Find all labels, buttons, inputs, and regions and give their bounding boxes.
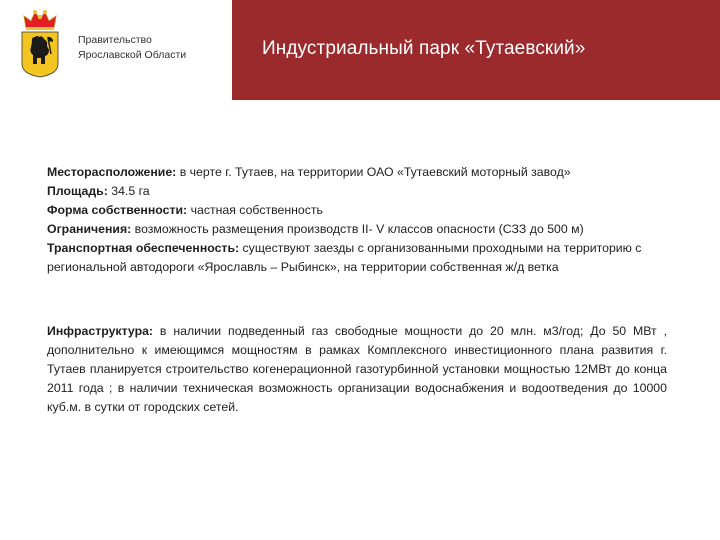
details-block: [47, 163, 687, 277]
org-line-1: Правительство: [78, 34, 152, 46]
org-line-2: Ярославской Области: [78, 49, 187, 61]
infrastructure-value: в наличии подведенный газ свободные мощности до 20 млн. м3/год; До 50 МВт , дополнительно к имеющимся мощностям в рамках Комплексного инвестиционного плана развития г. Тутаев планируется строительство когенерационной газотурбинной установки мощностью 12МВт до конца 2011 года ; в наличии техническая возможность организации водоснабжения и водоотведения до 10000 куб.м. в сутки от городских сетей.: [47, 324, 667, 414]
transport-value: существуют заезды с организованными проходными на территорию с региональной автодороги «Ярославль – Рыбинск», на территории собственная ж/д ветка: [47, 241, 642, 274]
restrictions-value: возможность размещения производств II- V классов опасности (СЗЗ до 500 м): [131, 222, 584, 236]
page-title: Индустриальный парк «Тутаевский»: [262, 38, 586, 59]
government-label: [78, 33, 186, 63]
infrastructure-paragraph: [47, 322, 667, 417]
ownership-label: Форма собственности:: [47, 203, 188, 217]
transport-line: [47, 239, 687, 277]
infrastructure-label: Инфраструктура:: [47, 324, 154, 338]
transport-label: Транспортная обеспеченность:: [47, 241, 240, 255]
area-value: 34.5 га: [107, 184, 150, 198]
ownership-value: частная собственность: [187, 203, 323, 217]
restrictions-line: [47, 220, 687, 239]
infrastructure-block: [47, 322, 667, 417]
area-label: Площадь:: [47, 184, 108, 198]
restrictions-label: Ограничения:: [47, 222, 132, 236]
area-line: [47, 182, 687, 201]
location-value: в черте г. Тутаев, на территории ОАО «Тутаевский моторный завод»: [176, 165, 571, 179]
title-bar: [232, 0, 720, 100]
header-left-panel: [0, 0, 232, 100]
ownership-line: [47, 201, 687, 220]
coat-of-arms-bear-icon: [18, 8, 62, 78]
location-line: [47, 163, 687, 182]
location-label: Месторасположение:: [47, 165, 177, 179]
